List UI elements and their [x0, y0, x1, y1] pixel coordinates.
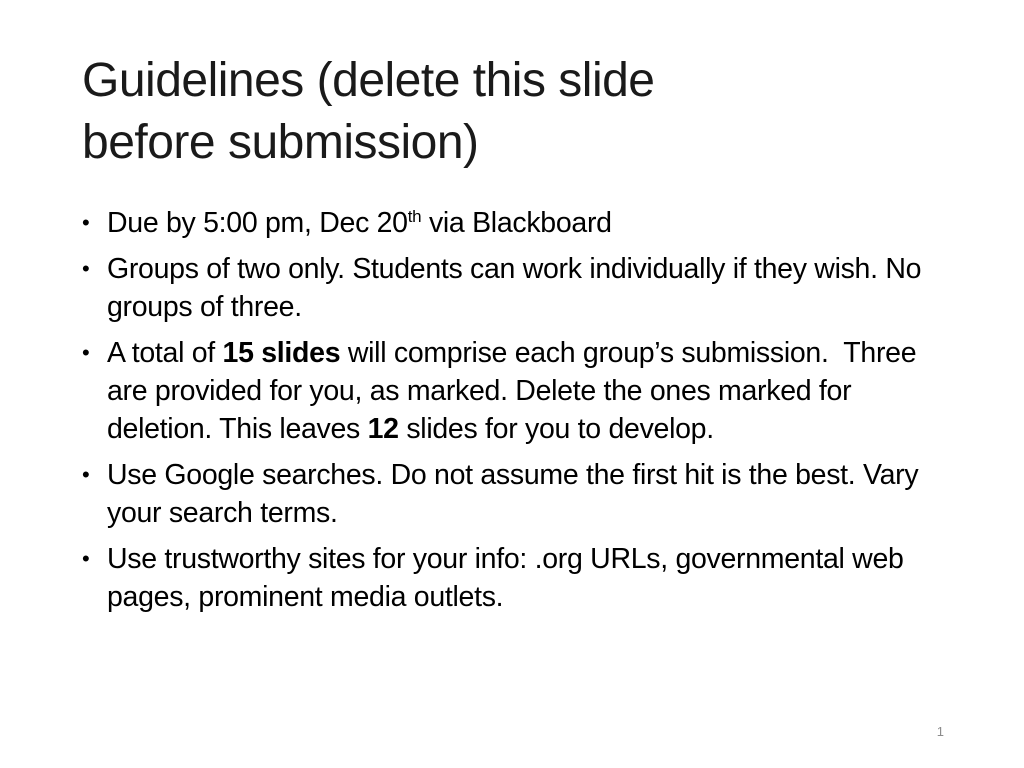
bullet-dot-icon: •	[82, 340, 90, 365]
bullet-text	[107, 543, 911, 613]
bullet-item	[80, 540, 960, 616]
bullet-text-run: A total of	[107, 337, 223, 369]
bullet-text	[107, 337, 924, 445]
bullet-text-run: Use Google searches. Do not assume the first hit is the best. Vary your search terms.	[107, 459, 926, 529]
bullet-text-run: Groups of two only. Students can work individually if they wish. No groups of three.	[107, 253, 929, 323]
bullet-text-run: will comprise each group’s submission. Three are provided for you, as marked. Delete the ones marked for deletion. This leaves	[107, 337, 924, 445]
bullet-dot-icon: •	[82, 210, 90, 235]
slide-title	[82, 50, 942, 174]
bullet-emphasis: 15 slides	[222, 337, 341, 369]
bullet-text	[107, 253, 929, 323]
bullet-text-run: slides for you to develop.	[398, 413, 714, 445]
bullet-text	[107, 207, 612, 239]
bullet-item	[80, 334, 960, 448]
slide-number: 1	[936, 724, 944, 739]
slide-title-line-1: Guidelines (delete this slide	[82, 54, 655, 107]
bullet-dot-icon: •	[82, 462, 90, 487]
bullet-item	[80, 204, 960, 242]
bullet-text-run: Due by 5:00 pm, Dec 20	[107, 207, 408, 239]
bullet-list	[80, 204, 960, 624]
bullet-emphasis: 12	[367, 413, 399, 445]
bullet-dot-icon: •	[82, 256, 90, 281]
bullet-text-run: Use trustworthy sites for your info: .org URLs, governmental web pages, prominent media outlets.	[107, 543, 912, 613]
slide-title-line-2: before submission)	[82, 116, 479, 169]
bullet-item	[80, 250, 960, 326]
bullet-dot-icon: •	[82, 546, 90, 571]
bullet-superscript: th	[407, 207, 422, 226]
bullet-text-run: via Blackboard	[421, 207, 612, 239]
bullet-text	[107, 459, 926, 529]
bullet-item	[80, 456, 960, 532]
